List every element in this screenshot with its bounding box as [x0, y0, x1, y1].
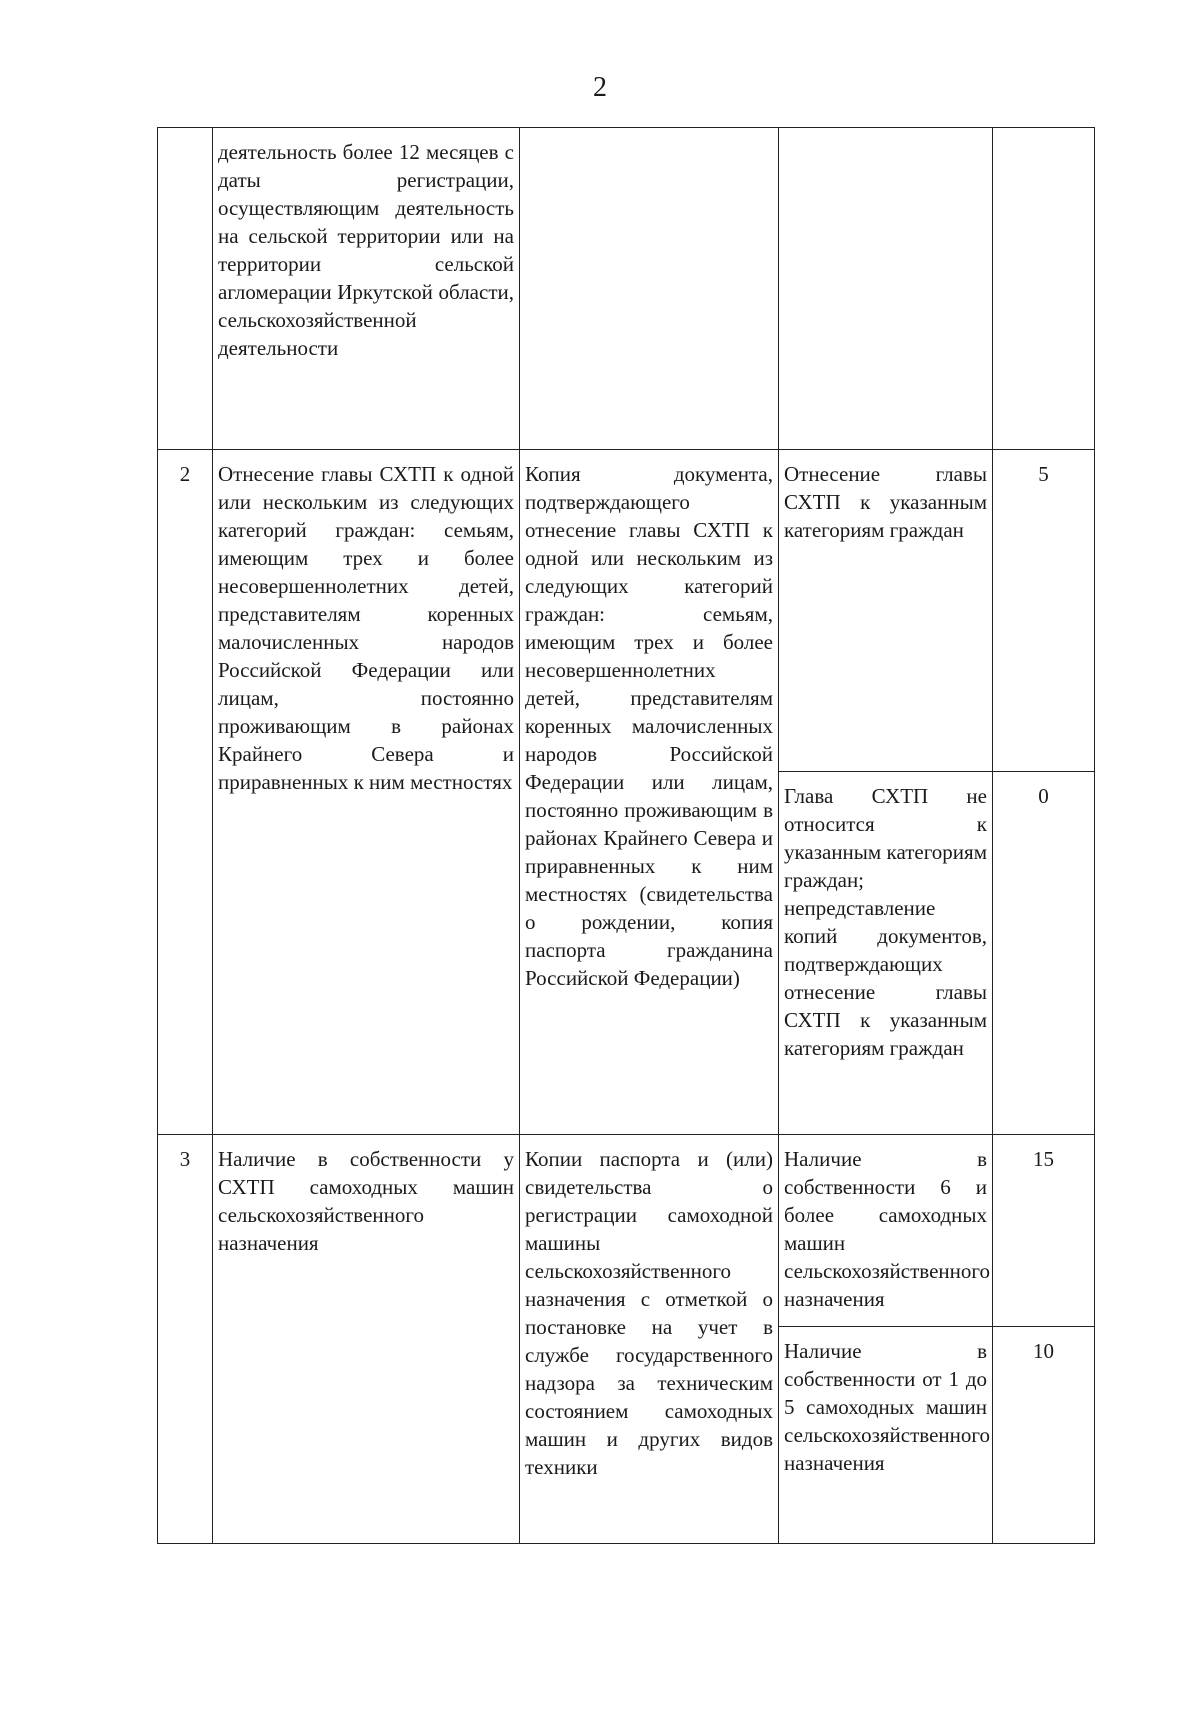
condition-cell: Глава СХТП не относится к указанным категориям граждан; непредставление копий документов, подтверждающих отнесение главы СХТП к указанным категориям граждан — [779, 772, 993, 1135]
criteria-table — [157, 127, 1095, 1544]
score-cell: 10 — [993, 1327, 1095, 1544]
page-number: 2 — [593, 72, 607, 103]
score-cell: 5 — [993, 450, 1095, 772]
row-number: 3 — [158, 1135, 213, 1544]
score-cell — [993, 128, 1095, 450]
condition-cell — [779, 128, 993, 450]
criterion-cell: Отнесение главы СХТП к одной или нескольким из следующих категорий граждан: семьям, имеющим трех и более несовершеннолетних детей, представителям коренных малочисленных народов Российской Федерации или лицам, постоянно проживающим в районах Крайнего Севера и приравненных к ним местностях — [213, 450, 520, 1135]
score-cell: 0 — [993, 772, 1095, 1135]
score-cell: 15 — [993, 1135, 1095, 1327]
document-cell: Копия документа, подтверждающего отнесение главы СХТП к одной или нескольким из следующих категорий граждан: семьям, имеющим трех и более несовершеннолетних детей, представителям коренных малочисленных народов Российской Федерации или лицам, постоянно проживающим в районах Крайнего Севера и приравненных к ним местностях (свидетельства о рождении, копия паспорта гражданина Российской Федерации) — [520, 450, 779, 1135]
document-cell: Копии паспорта и (или) свидетельства о регистрации самоходной машины сельскохозяйственного назначения с отметкой о постановке на учет в службе государственного надзора за техническим состоянием самоходных машин и других видов техники — [520, 1135, 779, 1544]
table-row — [158, 128, 1095, 450]
document-cell — [520, 128, 779, 450]
condition-cell: Наличие в собственности 6 и более самоходных машин сельскохозяйственного назначения — [779, 1135, 993, 1327]
condition-cell: Отнесение главы СХТП к указанным категориям граждан — [779, 450, 993, 772]
table-row — [158, 450, 1095, 772]
row-number: 2 — [158, 450, 213, 1135]
table-row — [158, 1135, 1095, 1327]
criterion-cell: Наличие в собственности у СХТП самоходных машин сельскохозяйственного назначения — [213, 1135, 520, 1544]
row-number — [158, 128, 213, 450]
condition-cell: Наличие в собственности от 1 до 5 самоходных машин сельскохозяйственного назначения — [779, 1327, 993, 1544]
criterion-cell: деятельность более 12 месяцев с даты регистрации, осуществляющим деятельность на сельской территории или на территории сельской агломерации Иркутской области, сельскохозяйственной деятельности — [213, 128, 520, 450]
